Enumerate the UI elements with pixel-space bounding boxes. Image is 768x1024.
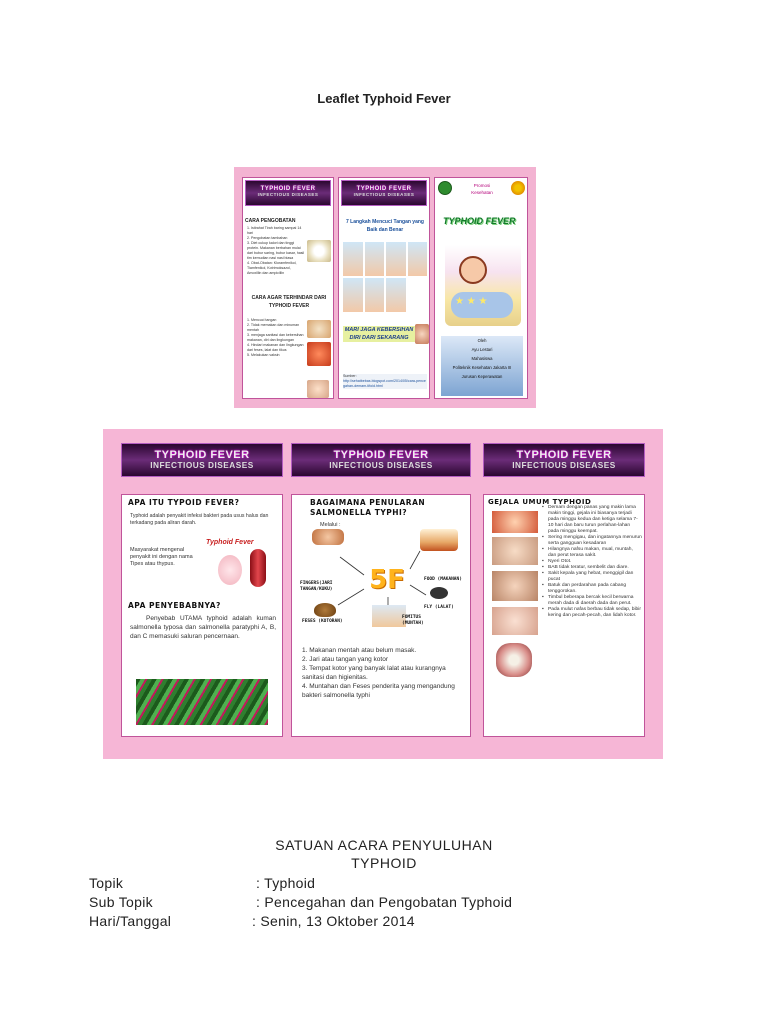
list-item: ▪ Batuk dan perdarahan pada cabang tenggorokan. (542, 583, 642, 595)
source: Sumber: http://sehatbebas.blogspot.com/2014/05/cara-pencegahan-demam-tifoid.html (343, 374, 426, 388)
document-title: Leaflet Typhoid Fever (317, 91, 451, 106)
sap-title: SATUAN ACARA PENYULUHAN (275, 837, 493, 853)
sick-child-illustration (445, 236, 521, 326)
cover-title: TYPHOID FEVER (443, 216, 516, 226)
bacteria-blob-image (218, 555, 242, 585)
bacteria-image (250, 549, 266, 587)
list-item: ▪ Sering mengigau, dan ingatannya menurun serta gangguan kesadaran (542, 535, 642, 547)
hand-image (415, 324, 429, 344)
transmission-list: 1. Makanan mentah atau belum masak. 2. Jari atau tangan yang kotor 3. Tempat kotor yang banyak lalat atau kurangnya sanitasi dan higienitas. 4. Muntahan dan Feses penderita yang mengandung bakteri salmonella typhi (302, 647, 455, 699)
porridge-image (307, 240, 331, 262)
small-banner-2: TYPHOID FEVER INFECTIOUS DISEASES (341, 180, 427, 206)
tongue-image (496, 643, 532, 677)
arrow (340, 557, 364, 575)
row-topik: Topik (89, 875, 124, 891)
spots-image (492, 607, 538, 635)
vaccine-image (307, 380, 329, 398)
small-banner-1: TYPHOID FEVER INFECTIOUS DISEASES (245, 180, 331, 206)
small-panel-cover (434, 177, 528, 399)
salmonella-image (136, 679, 268, 725)
list-item: ▪ Hilangnya nafsu makan, mual, muntah, dan perut terasa sakit. (542, 547, 642, 559)
step-image (386, 242, 406, 276)
big-banner-1: TYPHOID FEVER INFECTIOUS DISEASES (121, 443, 283, 477)
pain-image (492, 571, 538, 601)
slogan: MARI JAGA KEBERSIHAN DIRI DARI SEKARANG (344, 327, 414, 341)
big-banner-2: TYPHOID FEVER INFECTIOUS DISEASES (291, 443, 471, 477)
symptoms-list (542, 505, 642, 619)
source-link[interactable]: http://sehatbebas.blogspot.com/2014/05/cara-pencegahan-demam-tifoid.html (343, 379, 426, 388)
food-image (307, 342, 331, 366)
symptoms-heading: GEJALA UMUM TYPHOID (488, 498, 592, 506)
author-box: Oleh Ayu Lestari Mahasiswa Politeknik Kesehatan Jakarta III Jurusan Keperawatan (441, 336, 523, 396)
fingers-label: FINGERS(JARI TANGAN/KUKU) (300, 581, 333, 592)
mother-figure (459, 256, 487, 284)
big-panel-transmission (291, 494, 471, 737)
small-panel-treatment (242, 177, 334, 399)
row-tanggal-value: : Senin, 13 Oktober 2014 (252, 913, 415, 929)
typhoid-image-label: Typhoid Fever (206, 539, 254, 546)
handwash-image (307, 320, 331, 338)
list-item: ▪ Pada mulut nafas berbau tidak sedap, bibir kering dan pecah-pecah, dan lidah kotor. (542, 607, 642, 619)
list-item: ▪ Nyeri Otot. (542, 559, 642, 565)
step-image (365, 242, 385, 276)
treatment-list: 1. Istirahat Tirah baring sampai 14 hari 2. Pengobatan tambahan 3. Diet cukup kalori dan tinggi protein. Makanan berbahan mulai dari bubur saring, bubur kasar, hasil tim kemudian nasi nasi biasa 4. Obat-Obatan: Kloramfenikol, Tiamfenikol, Kotrimoksazol, Amoxillin dan ampicillin (247, 226, 305, 275)
arrow (410, 585, 426, 595)
poltekkes-logo (511, 181, 525, 195)
row-tanggal: Hari/Tanggal (89, 913, 172, 929)
food-label: FOOD (MAKANAN) (424, 577, 462, 582)
feces-label: FESES (KOTORAN) (302, 619, 343, 624)
fly-label: FLY (LALAT) (424, 605, 454, 610)
row-topik-value: : Typhoid (256, 875, 316, 891)
star-icon: ★ ★ ★ (455, 296, 488, 307)
sap-subtitle: TYPHOID (351, 855, 417, 871)
arrow (338, 589, 364, 605)
what-is-heading: APA ITU TYPOID FEVER? (128, 498, 240, 507)
cause-heading: APA PENYEBABNYA? (128, 601, 221, 610)
cause-text: Penyebab UTAMA typhoid adalah kuman salmonella typosa dan salmonella paratyphi A, B, dan C memasuki saluran pencernaan. (130, 615, 276, 640)
transmission-heading: BAGAIMANA PENULARAN SALMONELLA TYPHI? (310, 498, 426, 517)
list-item: ▪ BAB tidak teratur, sembelit dan diare. (542, 565, 642, 571)
handwash-steps (343, 242, 427, 312)
big-panel-what-is (121, 494, 283, 737)
small-leaflet (234, 167, 536, 408)
small-panel-handwash (338, 177, 430, 399)
step-image (408, 242, 428, 276)
prevention-list: 1. Mencuci tangan 2. Tidak memakan dan minuman mentah 3. menjaga sanitasi dan kebersihan makanan, diri dan lingkungan 4. Hindari makanan dan lingkungan dari feses, lalat dan tikus 5. Melakukan vaksin (247, 318, 304, 357)
ministry-logo (438, 181, 452, 195)
prevention-heading: CARA AGAR TERHINDAR DARI TYPHOID FEVER (251, 295, 327, 309)
step-image (343, 278, 363, 312)
food-symptom-image (492, 511, 538, 533)
row-subtopik-value: : Pencegahan dan Pengobatan Typhoid (256, 894, 513, 910)
big-leaflet (103, 429, 663, 759)
list-item: ▪ Sakit kepala yang hebat, menggigil dan pucat (542, 571, 642, 583)
list-item: ▪ Timbul beberapa bercak kecil berwarna merah dada di daerah dada dan perut. (542, 595, 642, 607)
treatment-heading: CARA PENGOBATAN (245, 218, 296, 224)
list-item: ▪ Demam dengan panas yang makin lama makin tinggi, gejala ini biasanya terjadi pada minggu kedua dan ketiga selama 7-10 hari dan baru turun perlahan-lahan pada minggu keempat. (542, 505, 642, 535)
arrow (410, 551, 420, 569)
step-image (365, 278, 385, 312)
big-banner-3: TYPHOID FEVER INFECTIOUS DISEASES (483, 443, 645, 477)
promkes-label: Promosi Kesehatan (471, 183, 493, 195)
transmission-arrows (292, 495, 471, 645)
handwash-heading: 7 Langkah Mencuci Tangan yang Baik dan Benar (346, 219, 424, 233)
tipes-text: Masyarakat mengenal penyakit ini dengan nama Tipes atau thypus. (130, 547, 193, 567)
headache-image (492, 537, 538, 565)
step-image (386, 278, 406, 312)
via-label: Melalui : (320, 522, 341, 528)
vomit-label: FOMITUS (MUNTAH) (402, 615, 424, 626)
step-image (343, 242, 363, 276)
row-subtopik: Sub Topik (89, 894, 153, 910)
what-is-text: Typhoid adalah penyakit infeksi bakteri pada usus halus dan terkadang pada aliran darah. (130, 513, 269, 526)
big-panel-symptoms (483, 494, 645, 737)
five-f-center: 5F (369, 565, 405, 595)
